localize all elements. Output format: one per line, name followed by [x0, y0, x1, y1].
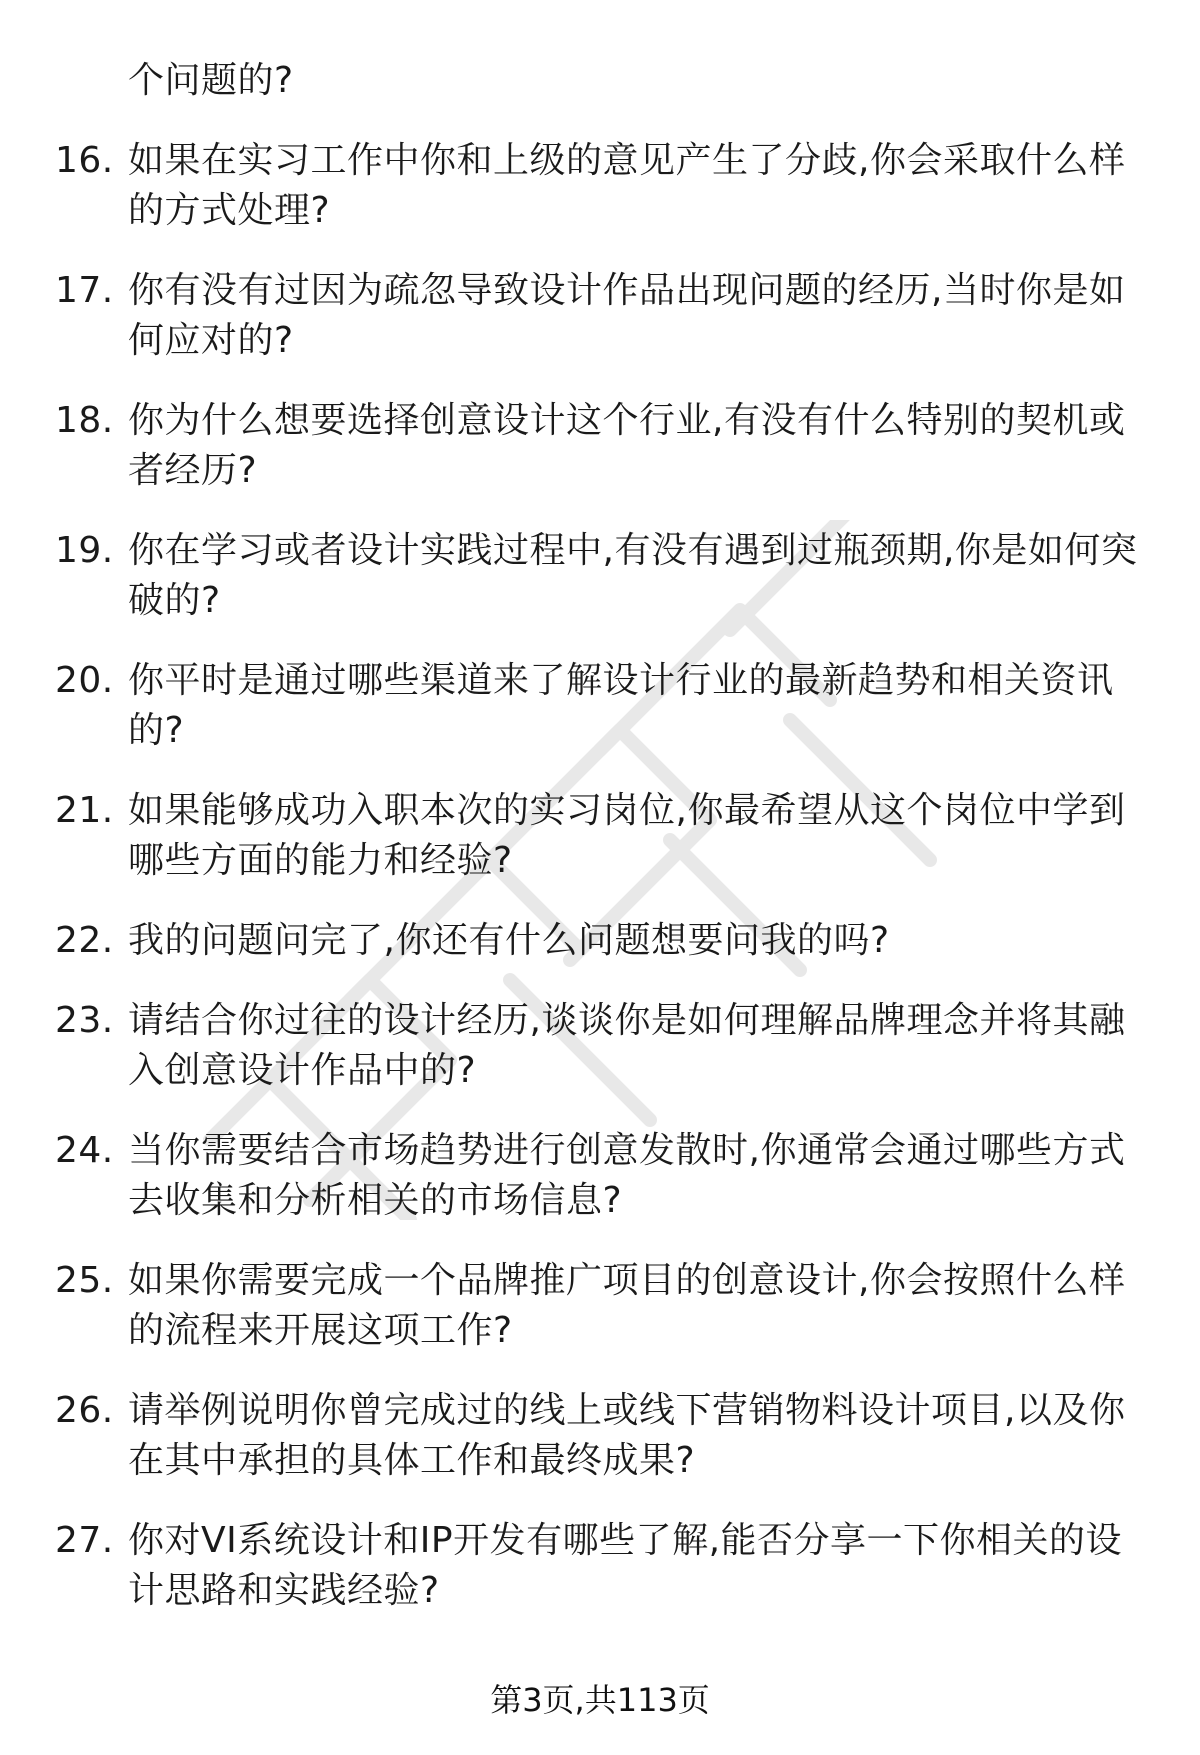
question-text: 你平时是通过哪些渠道来了解设计行业的最新趋势和相关资讯的?: [128, 660, 1114, 751]
question-number: 17.: [55, 270, 114, 311]
question-item-23: [55, 996, 1145, 1096]
page-footer: 第3页,共113页: [490, 1681, 710, 1719]
question-text: 如果你需要完成一个品牌推广项目的创意设计,你会按照什么样的流程来开展这项工作?: [128, 1260, 1126, 1351]
continuation-text: 个问题的?: [128, 60, 294, 101]
question-number: 18.: [55, 400, 114, 441]
question-number: 23.: [55, 1000, 114, 1041]
question-number: 22.: [55, 920, 114, 961]
question-item-24: [55, 1126, 1145, 1226]
question-number: 25.: [55, 1260, 114, 1301]
question-text: 请举例说明你曾完成过的线上或线下营销物料设计项目,以及你在其中承担的具体工作和最终成果?: [128, 1390, 1126, 1481]
question-text: 你有没有过因为疏忽导致设计作品出现问题的经历,当时你是如何应对的?: [128, 270, 1126, 361]
question-number: 21.: [55, 790, 114, 831]
question-number: 16.: [55, 140, 114, 181]
question-text: 请结合你过往的设计经历,谈谈你是如何理解品牌理念并将其融入创意设计作品中的?: [128, 1000, 1126, 1091]
question-number: 19.: [55, 530, 114, 571]
question-text: 我的问题问完了,你还有什么问题想要问我的吗?: [128, 920, 890, 961]
question-item-16: [55, 136, 1145, 236]
question-item-26: [55, 1386, 1145, 1486]
question-number: 20.: [55, 660, 114, 701]
question-item-19: [55, 526, 1145, 626]
question-number: 27.: [55, 1520, 114, 1561]
question-text: 当你需要结合市场趋势进行创意发散时,你通常会通过哪些方式去收集和分析相关的市场信息?: [128, 1130, 1126, 1221]
question-text: 你在学习或者设计实践过程中,有没有遇到过瓶颈期,你是如何突破的?: [128, 530, 1138, 621]
question-item-21: [55, 786, 1145, 886]
question-text: 你对VI系统设计和IP开发有哪些了解,能否分享一下你相关的设计思路和实践经验?: [128, 1520, 1123, 1611]
question-number: 24.: [55, 1130, 114, 1171]
question-item-22: [55, 916, 1145, 966]
question-item-20: [55, 656, 1145, 756]
continuation-line: [55, 56, 1145, 106]
question-text: 如果在实习工作中你和上级的意见产生了分歧,你会采取什么样的方式处理?: [128, 140, 1126, 231]
question-item-18: [55, 396, 1145, 496]
question-item-25: [55, 1256, 1145, 1356]
question-text: 如果能够成功入职本次的实习岗位,你最希望从这个岗位中学到哪些方面的能力和经验?: [128, 790, 1126, 881]
question-item-27: [55, 1516, 1145, 1616]
question-text: 你为什么想要选择创意设计这个行业,有没有什么特别的契机或者经历?: [128, 400, 1126, 491]
question-item-17: [55, 266, 1145, 366]
question-list: [0, 56, 1200, 1616]
question-number: 26.: [55, 1390, 114, 1431]
